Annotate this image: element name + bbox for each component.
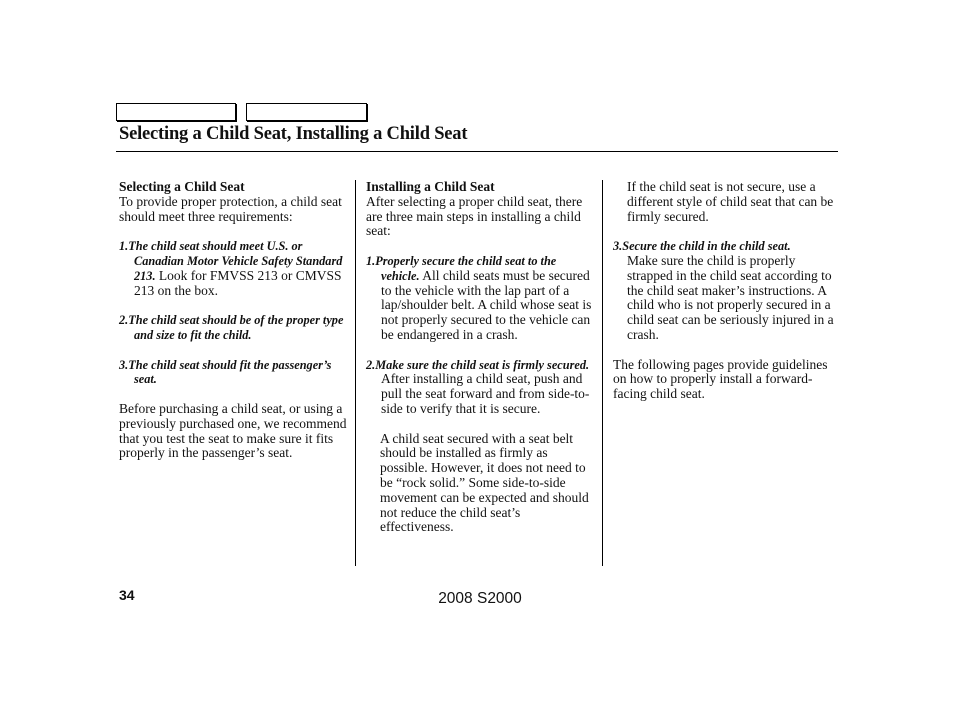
header-tab-1 (116, 103, 236, 121)
requirement-2 (119, 313, 347, 343)
requirement-1-number: 1. (119, 239, 129, 254)
step-2 (366, 358, 594, 417)
installing-intro: After selecting a proper child seat, there are three main steps in installing a child seat: (366, 193, 583, 239)
header-tab-2 (246, 103, 367, 121)
step-3-text: Make sure the child is properly strapped in the child seat according to the child seat maker’s instructions. A child who is not properly secured in a child seat can be seriously injured in a crash. (627, 252, 834, 342)
column-selecting (119, 180, 347, 461)
step-1-number: 1. (366, 253, 376, 268)
section-heading-selecting: Selecting a Child Seat (119, 179, 245, 194)
step-2-emphasis: Make sure the child seat is firmly secured. (375, 357, 590, 372)
requirement-1-emphasis: The child seat should meet U.S. or Canadian Motor Vehicle Safety Standard 213. (128, 239, 343, 283)
step-2-number: 2. (366, 357, 376, 372)
step-2-extra: A child seat secured with a seat belt should be installed as firmly as possible. However, it does not need to be “rock solid.” Some side-to-side movement can be expected and should not reduce the child seat’s effectiveness. (380, 430, 589, 535)
column-continued (613, 180, 841, 402)
section-heading-installing: Installing a Child Seat (366, 179, 495, 194)
column-divider-1 (355, 180, 356, 566)
requirement-3-number: 3. (119, 357, 129, 372)
step-3-heading (613, 239, 841, 254)
column-divider-2 (602, 180, 603, 566)
requirement-1 (119, 239, 347, 298)
step-3-emphasis: Secure the child in the child seat. (622, 239, 791, 254)
step-3-number: 3. (613, 239, 623, 254)
title-rule (116, 151, 838, 152)
page-number: 34 (119, 587, 135, 603)
selecting-intro: To provide proper protection, a child seat should meet three requirements: (119, 193, 342, 224)
step-1 (366, 254, 594, 343)
page-title: Selecting a Child Seat, Installing a Child Seat (119, 124, 468, 144)
selecting-closing: Before purchasing a child seat, or using a previously purchased one, we recommend that you test the seat to make sure it fits properly in the passenger’s seat. (119, 400, 347, 461)
continued-closing: The following pages provide guidelines on how to properly install a forward-facing child seat. (613, 356, 828, 402)
requirement-1-text: Look for FMVSS 213 or CMVSS 213 on the box. (134, 267, 342, 298)
step-1-text: All child seats must be secured to the vehicle with the lap part of a lap/shoulder belt. A child whose seat is not properly secured to the vehicle can be endangered in a crash. (381, 267, 592, 342)
column-installing (366, 180, 594, 535)
footer-model: 2008 S2000 (438, 590, 522, 607)
step-1-emphasis: Properly secure the child seat to the vehicle. (375, 253, 557, 283)
step-2-text: After installing a child seat, push and pull the seat forward and from side-to-side to verify that it is secure. (381, 371, 590, 416)
requirement-2-emphasis: The child seat should be of the proper type and size to fit the child. (128, 313, 344, 342)
requirement-2-number: 2. (119, 313, 129, 328)
requirement-3 (119, 358, 347, 388)
requirement-3-emphasis: The child seat should fit the passenger’s seat. (128, 357, 332, 387)
step-2-continued: If the child seat is not secure, use a different style of child seat that can be firmly secured. (627, 179, 834, 224)
